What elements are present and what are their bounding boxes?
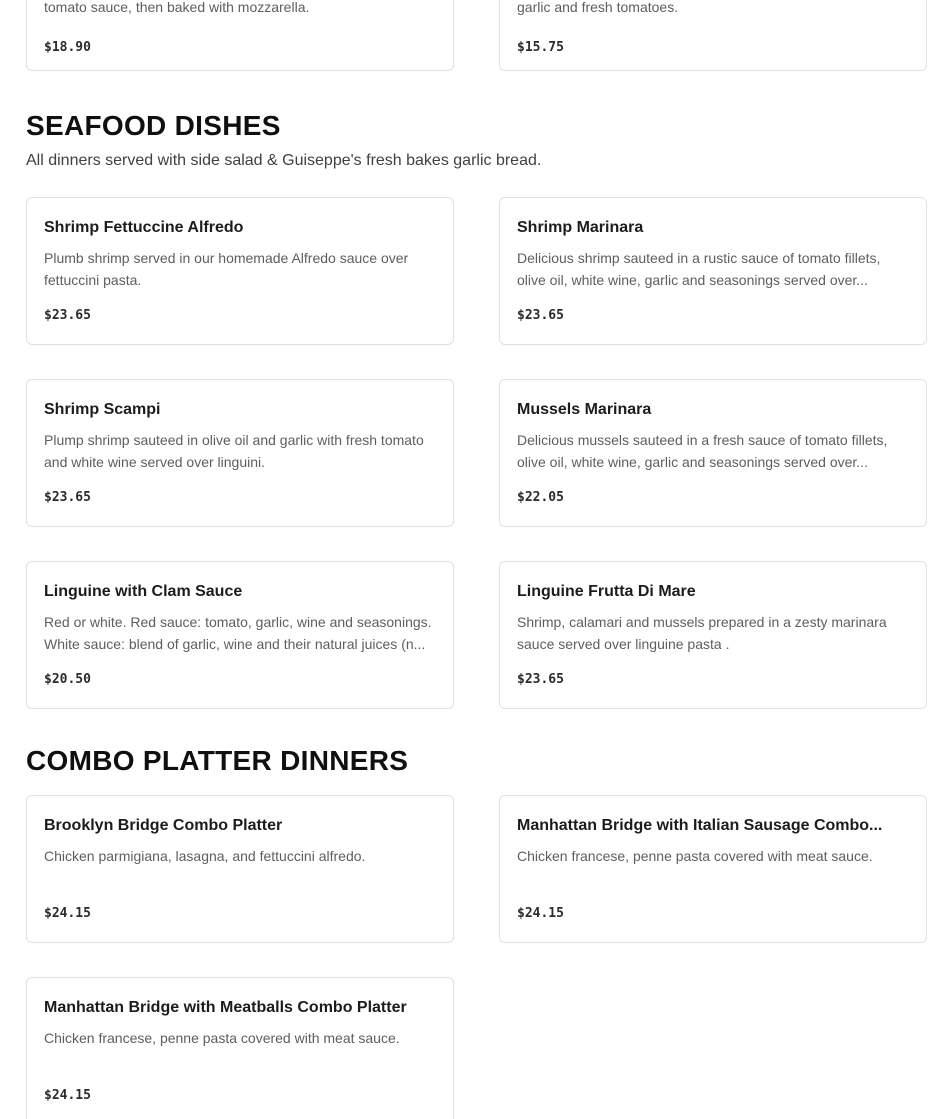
section-heading: SEAFOOD DISHES — [26, 110, 281, 141]
menu-item-card[interactable] — [26, 795, 454, 943]
item-price: $24.15 — [44, 906, 91, 921]
item-price: $23.65 — [44, 308, 91, 323]
section-items-grid — [26, 795, 927, 1119]
item-name: Linguine with Clam Sauce — [44, 583, 243, 600]
section-combo-platter-dinners — [26, 744, 927, 1119]
menu-item-card[interactable] — [499, 379, 927, 527]
section-seafood-dishes — [26, 109, 927, 709]
item-name: Manhattan Bridge with Meatballs Combo Platter — [44, 999, 407, 1016]
item-price: $20.50 — [44, 672, 91, 687]
item-price: $24.15 — [44, 1088, 91, 1103]
item-price: $23.65 — [517, 672, 564, 687]
menu-item-card[interactable] — [26, 977, 454, 1119]
item-description: Chicken francese, penne pasta covered with meat sauce. — [44, 1030, 400, 1046]
item-name: Shrimp Marinara — [517, 219, 644, 236]
item-description: Chicken parmigiana, lasagna, and fettuccini alfredo. — [44, 848, 366, 864]
section-items-grid — [26, 197, 927, 709]
menu-item-card[interactable] — [499, 0, 927, 71]
item-description: Plump shrimp sauteed in olive oil and garlic with fresh tomato and white wine served over linguini. — [44, 432, 424, 470]
item-description: Delicious shrimp sauteed in a rustic sauce of tomato fillets, olive oil, white wine, garlic and seasonings served over... — [517, 250, 881, 288]
menu-item-card[interactable] — [499, 561, 927, 709]
item-description: Shrimp, calamari and mussels prepared in a zesty marinara sauce served over linguine pasta . — [517, 614, 887, 652]
item-name: Shrimp Fettuccine Alfredo — [44, 219, 244, 236]
item-name: Shrimp Scampi — [44, 401, 161, 418]
item-price: $15.75 — [517, 40, 564, 55]
item-name: Mussels Marinara — [517, 401, 652, 418]
item-price: $24.15 — [517, 906, 564, 921]
menu-item-card[interactable] — [26, 561, 454, 709]
item-name: Linguine Frutta Di Mare — [517, 583, 696, 600]
item-price: $23.65 — [44, 490, 91, 505]
item-price: $22.05 — [517, 490, 564, 505]
item-description: Delicious mussels sauteed in a fresh sauce of tomato fillets, olive oil, white wine, garlic and seasonings served over... — [517, 432, 888, 470]
item-description: tomato sauce, then baked with mozzarella. — [44, 0, 310, 15]
item-description: garlic and fresh tomatoes. — [517, 0, 679, 15]
menu-item-card[interactable] — [499, 197, 927, 345]
section-subtitle: All dinners served with side salad & Guiseppe's fresh bakes garlic bread. — [26, 152, 542, 169]
item-price: $23.65 — [517, 308, 564, 323]
partial-card-row — [26, 0, 927, 71]
item-description: Red or white. Red sauce: tomato, garlic, wine and seasonings. White sauce: blend of garlic, wine and their natural juices (n... — [44, 614, 432, 652]
item-description: Plumb shrimp served in our homemade Alfredo sauce over fettuccini pasta. — [44, 250, 409, 288]
section-heading: COMBO PLATTER DINNERS — [26, 745, 409, 776]
menu-item-card[interactable] — [26, 197, 454, 345]
item-name: Brooklyn Bridge Combo Platter — [44, 817, 283, 834]
menu-item-card[interactable] — [26, 0, 454, 71]
item-description: Chicken francese, penne pasta covered with meat sauce. — [517, 848, 873, 864]
item-price: $18.90 — [44, 40, 91, 55]
menu-item-card[interactable] — [499, 795, 927, 943]
menu-item-card[interactable] — [26, 379, 454, 527]
item-name: Manhattan Bridge with Italian Sausage Combo... — [517, 817, 883, 834]
